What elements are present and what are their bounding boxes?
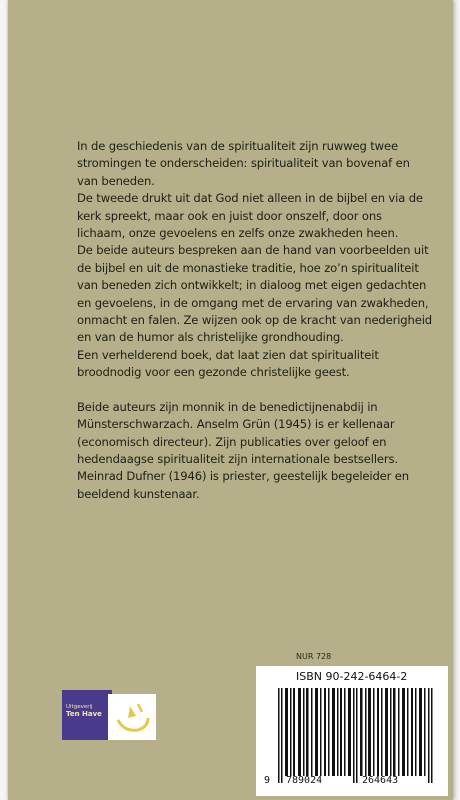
barcode-digit-group-2: 264643 [362, 775, 399, 786]
author-bio: Beide auteurs zijn monnik in de benedictijnenabdij in Münsterschwarzach. Anselm Grün (1945) is er kellenaar (economisch directeur). Zijn publicaties over geloof en hedendaagse spiritualiteit zijn internationale bestsellers. Meinrad Dufner (1946) is priester, geestelijk begeleider en beeldend kunstenaar. [77, 399, 409, 501]
paragraph-gap [77, 382, 432, 399]
barcode-digits [264, 775, 446, 786]
blurb-paragraph-3: De beide auteurs bespreken aan de hand van voorbeelden uit de bijbel en uit de monastieke traditie, hoe zo’n spiritualiteit van beneden zich ontwikkelt; in dialoog met eigen gedachten en gevoelens, in de omgang met de ervaring van zwakheden, onmacht en falen. Ze wijzen ook op de kracht van nederigheid en van de humor als christelijke grondhouding. [77, 243, 432, 345]
isbn-label: ISBN 90-242-6464-2 [296, 670, 408, 683]
barcode-digit-group-1: 789024 [286, 775, 323, 786]
publisher-name: Ten Have [66, 710, 102, 718]
barcode-digit-lead: 9 [264, 775, 271, 786]
barcode-panel [256, 666, 448, 796]
blurb-paragraph-4: Een verhelderend boek, dat laat zien dat spiritualiteit broodnodig voor een gezonde christelijke geest. [77, 347, 379, 380]
publisher-logo-text [66, 704, 112, 718]
nur-code: NUR 728 [296, 652, 332, 661]
publisher-label: Uitgeverij [66, 704, 93, 710]
blurb-paragraph-1: In de geschiedenis van de spiritualiteit zijn ruwweg twee stromingen te onderscheiden: spiritualiteit van bovenaf en van beneden. [77, 139, 410, 188]
blurb-text [77, 138, 432, 503]
publisher-logo [62, 690, 112, 740]
blurb-paragraph-2: De tweede drukt uit dat God niet alleen in de bijbel en via de kerk spreekt, maar ook en juist door onszelf, door ons lichaam, onze gevoelens en zelfs onze zwakheden heen. [77, 191, 423, 241]
barcode-icon [278, 688, 438, 783]
publisher-mark-icon [108, 694, 156, 740]
